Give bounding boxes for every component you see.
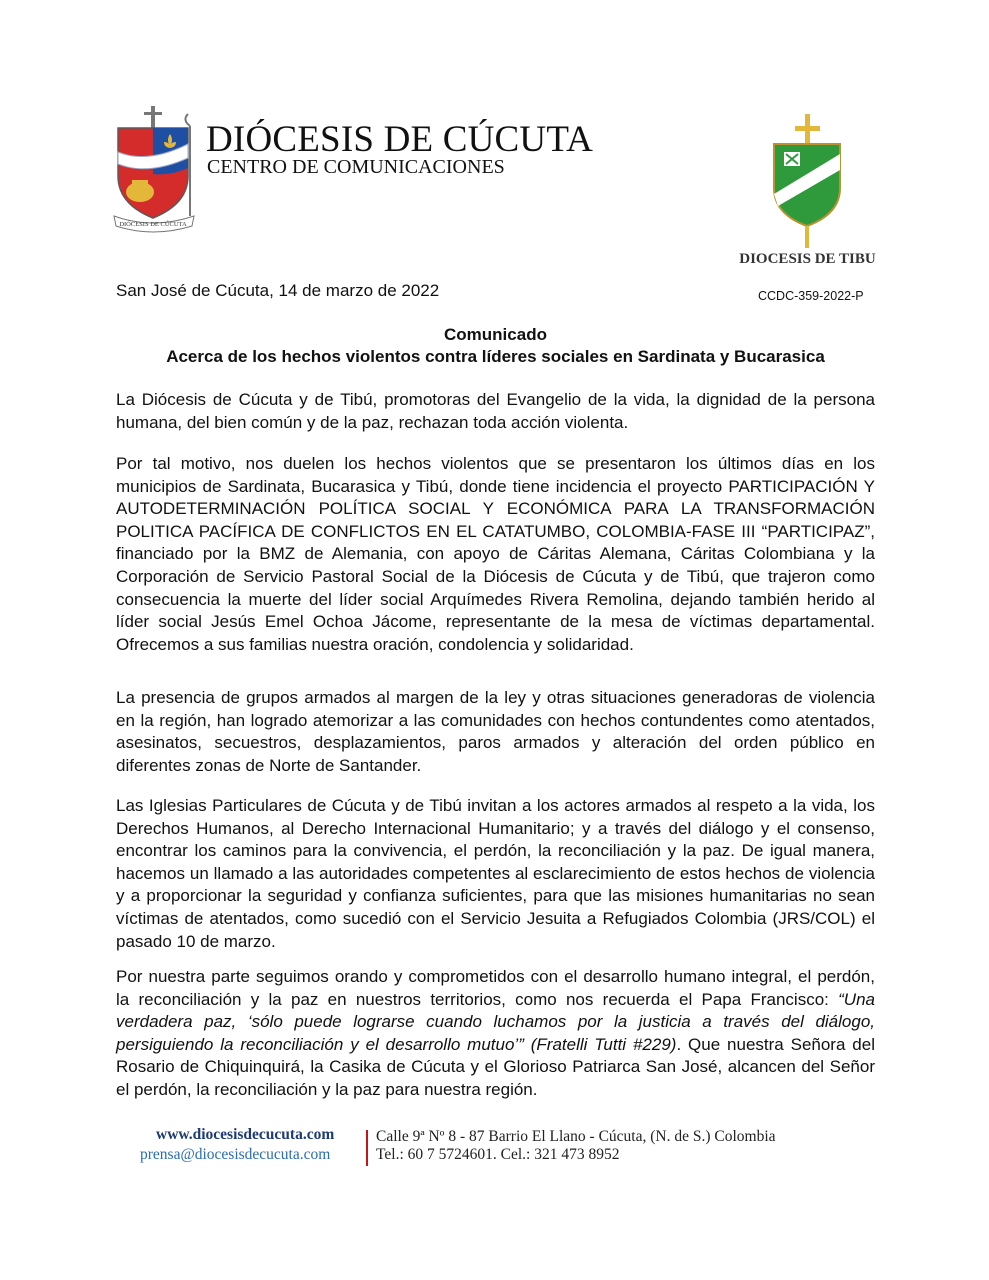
pope-quote: “Una verdadera paz, ‘sólo puede lograrse cuando luchamos por la justicia a través del diálogo, persiguiendo la reconciliación y el desarrollo mutuo’” (Fratelli Tutti #229) <box>116 989 875 1054</box>
paragraph-1: La Diócesis de Cúcuta y de Tibú, promotoras del Evangelio de la vida, la dignidad de la persona humana, del bien común y de la paz, rechazan toda acción violenta. <box>116 390 875 432</box>
footer-phones: Tel.: 60 7 5724601. Cel.: 321 473 8952 <box>376 1146 620 1163</box>
document-subtitle: Acerca de los hechos violentos contra líderes sociales en Sardinata y Bucarasica <box>166 347 825 366</box>
paragraph-2: Por tal motivo, nos duelen los hechos violentos que se presentaron los últimos días en los municipios de Sardinata, Bucarasica y Tibú, donde tiene incidencia el proyecto PARTICIPACIÓN Y AUTODETERMINACIÓN POLÍTICA SOCIAL Y ECONÓMICA PARA LA TRANSFORMACIÓN POLITICA PACÍFICA DE CONFLICTOS EN EL CATATUMBO, COLOMBIA-FASE III “PARTICIPAZ”, financiado por la BMZ de Alemania, con apoyo de Cáritas Alemana, Cáritas Colombiana y la Corporación de Servicio Pastoral Social de la Diócesis de Cúcuta y de Tibú, que trajeron como consecuencia la muerte del líder social Arquímedes Rivera Remolina, dejando también herido al líder social Jesús Emel Ochoa Jácome, representante de la mesa de víctimas departamental. Ofrecemos a sus familias nuestra oración, condolencia y solidaridad. <box>116 454 875 654</box>
footer-address: Calle 9ª Nº 8 - 87 Barrio El Llano - Cúcuta, (N. de S.) Colombia <box>376 1128 776 1145</box>
tibu-diocese-label: DIOCESIS DE TIBU <box>739 251 876 267</box>
paragraph-4: Las Iglesias Particulares de Cúcuta y de Tibú invitan a los actores armados al respeto a la vida, los Derechos Humanos, al Derecho Internacional Humanitario; y a través del diálogo y el consenso, encontrar los caminos para la convivencia, el perdón, la reconciliación y la paz. De igual manera, hacemos un llamado a las autoridades competentes al esclarecimiento de estos hechos de violencia y a proporcionar la seguridad y confianza suficientes, para que las misiones humanitarias no sean víctimas de atentados, como sucedió con el Servicio Jesuita a Refugiados Colombia (JRS/COL) el pasado 10 de marzo. <box>116 796 875 951</box>
paragraph-5 <box>116 966 875 1102</box>
website-link[interactable]: www.diocesisdecucuta.com <box>156 1126 335 1143</box>
email-link[interactable]: prensa@diocesisdecucuta.com <box>140 1146 331 1163</box>
footer-divider <box>366 1130 368 1166</box>
cucuta-crest-icon <box>108 106 198 238</box>
tibu-crest-icon <box>768 114 846 250</box>
diocese-title: DIÓCESIS DE CÚCUTA <box>206 119 594 160</box>
place-date: San José de Cúcuta, 14 de marzo de 2022 <box>116 281 440 300</box>
cucuta-diocese-crest <box>108 106 198 238</box>
document-title: Comunicado <box>444 325 547 344</box>
tibu-diocese-crest <box>768 114 846 250</box>
paragraph-5-end: . Que nuestra Señora del Rosario de Chiquinquirá, la Casika de Cúcuta y el Glorioso Patriarca San José, alcancen del Señor el perdón, la reconciliación y la paz para nuestra región. <box>116 1034 875 1099</box>
paragraph-5-start: Por nuestra parte seguimos orando y comprometidos con el desarrollo humano integral, el perdón, la reconciliación y la paz en nuestros territorios, como nos recuerda el Papa Francisco: <box>116 967 875 1009</box>
diocese-subtitle: CENTRO DE COMUNICACIONES <box>207 156 505 178</box>
paragraph-3: La presencia de grupos armados al margen de la ley y otras situaciones generadoras de violencia en la región, han logrado atemorizar a las comunidades con hechos contundentes como atentados, asesinatos, secuestros, desplazamientos, paros armados y alteración del orden público en diferentes zonas de Norte de Santander. <box>116 688 875 775</box>
crest-ribbon-text: DIÓCESIS DE CÚCUTA <box>119 221 187 228</box>
document-code: CCDC-359-2022-P <box>758 289 864 303</box>
